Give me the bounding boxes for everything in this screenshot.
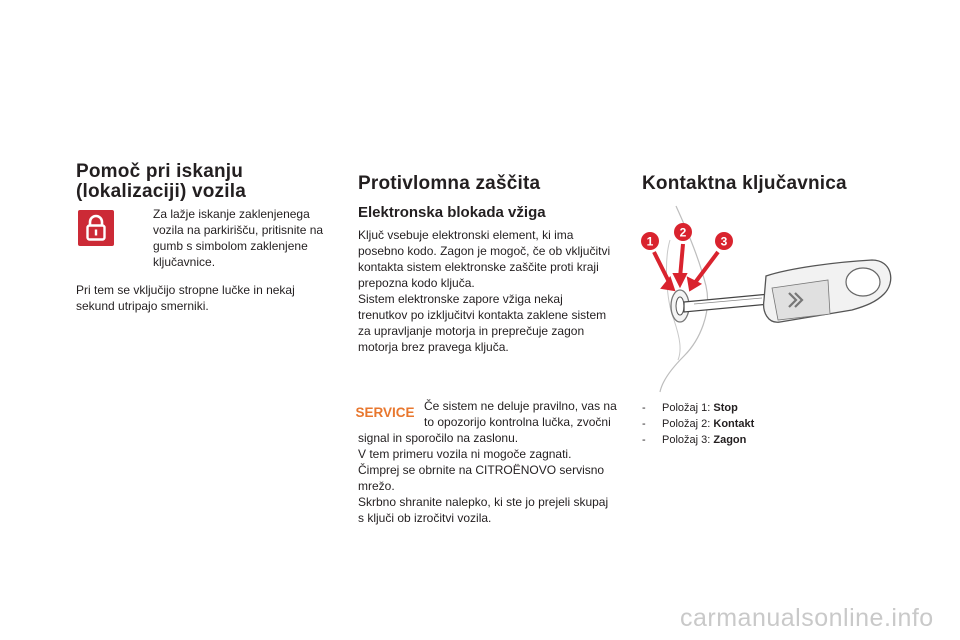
immobiliser-line: trenutkov po izključitvi kontakta zaklene sistem xyxy=(358,308,607,322)
position-item xyxy=(642,432,754,448)
locating-instruction-line: ključavnice. xyxy=(153,255,216,269)
position-dash: - xyxy=(642,402,646,414)
locating-note xyxy=(76,282,295,314)
service-text-indented xyxy=(424,398,617,430)
locating-title-line1: Pomoč pri iskanju xyxy=(76,161,244,182)
position-value: Kontakt xyxy=(713,418,755,430)
immobiliser-line: za upravljanje motorja in preprečuje zagon xyxy=(358,324,585,338)
watermark: carmanualsonline.info xyxy=(680,604,934,632)
service-line: V tem primeru vozila ni mogoče zagnati. xyxy=(358,447,572,461)
immobiliser-line: motorja brez pravega ključa. xyxy=(358,340,509,354)
service-badge xyxy=(355,403,415,421)
ignition-key-illustration xyxy=(640,200,900,397)
position-value: Stop xyxy=(713,402,738,414)
lock-icon xyxy=(78,210,114,246)
position-item xyxy=(642,416,754,432)
immobiliser-line: Ključ vsebuje elektronski element, ki ima xyxy=(358,228,574,242)
locating-instruction-line: gumb s simbolom zaklenjene xyxy=(153,239,308,253)
marker-2-label: 2 xyxy=(679,225,687,240)
position-label: Položaj 2: xyxy=(662,418,711,430)
marker-3-label: 3 xyxy=(720,234,728,249)
service-line: mrežo. xyxy=(358,479,395,493)
ignition-key-diagram xyxy=(640,200,900,392)
service-text xyxy=(358,430,608,526)
position-dash: - xyxy=(642,418,646,430)
key-ring-hole xyxy=(846,268,880,296)
immobiliser-paragraph xyxy=(358,227,610,355)
position-label: Položaj 1: xyxy=(662,402,711,414)
immobiliser-line: posebno kodo. Zagon je mogoč, če ob vključitvi xyxy=(358,244,611,258)
position-item xyxy=(642,400,754,416)
service-line: Če sistem ne deluje pravilno, vas na xyxy=(424,399,617,413)
locating-note-line: sekund utripajo smerniki. xyxy=(76,299,209,313)
locating-instruction-line: vozila na parkirišču, pritisnite na xyxy=(153,223,324,237)
immobiliser-line: Sistem elektronske zapore vžiga nekaj xyxy=(358,292,563,306)
position-label: Položaj 3: xyxy=(662,434,711,446)
service-badge-label: SERVICE xyxy=(355,405,415,420)
marker-1-label: 1 xyxy=(646,234,654,249)
locating-title xyxy=(76,162,246,202)
locating-instruction xyxy=(153,206,323,270)
lock-button-icon xyxy=(78,210,114,246)
positions-list xyxy=(642,400,754,448)
immobiliser-subtitle: Elektronska blokada vžiga xyxy=(358,204,546,221)
service-line: Skrbno shranite nalepko, ki ste jo prejeli skupaj xyxy=(358,495,609,509)
immobiliser-line: prepozna kodo ključa. xyxy=(358,276,475,290)
ignition-title: Kontaktna ključavnica xyxy=(642,173,847,194)
service-line: s ključi ob izročitvi vozila. xyxy=(358,511,492,525)
locating-instruction-line: Za lažje iskanje zaklenjenega xyxy=(153,207,310,221)
arrow-position-2 xyxy=(680,244,683,278)
arrow-position-1 xyxy=(654,252,670,284)
service-line: signal in sporočilo na zaslonu. xyxy=(358,431,519,445)
position-value: Zagon xyxy=(713,434,747,446)
service-line: Čimprej se obrnite na CITROËNOVO servisno xyxy=(358,463,605,477)
position-dash: - xyxy=(642,434,646,446)
service-line: to opozorijo kontrolna lučka, zvočni xyxy=(424,415,611,429)
service-icon xyxy=(355,403,415,421)
immobiliser-line: kontakta sistem elektronske zaščite proti kraji xyxy=(358,260,599,274)
locating-title-line2: (lokalizaciji) vozila xyxy=(76,181,246,202)
arrow-position-3 xyxy=(694,252,718,284)
anti-theft-title: Protivlomna zaščita xyxy=(358,173,541,194)
locating-note-line: Pri tem se vključijo stropne lučke in nekaj xyxy=(76,283,295,297)
key-blade xyxy=(684,294,770,312)
